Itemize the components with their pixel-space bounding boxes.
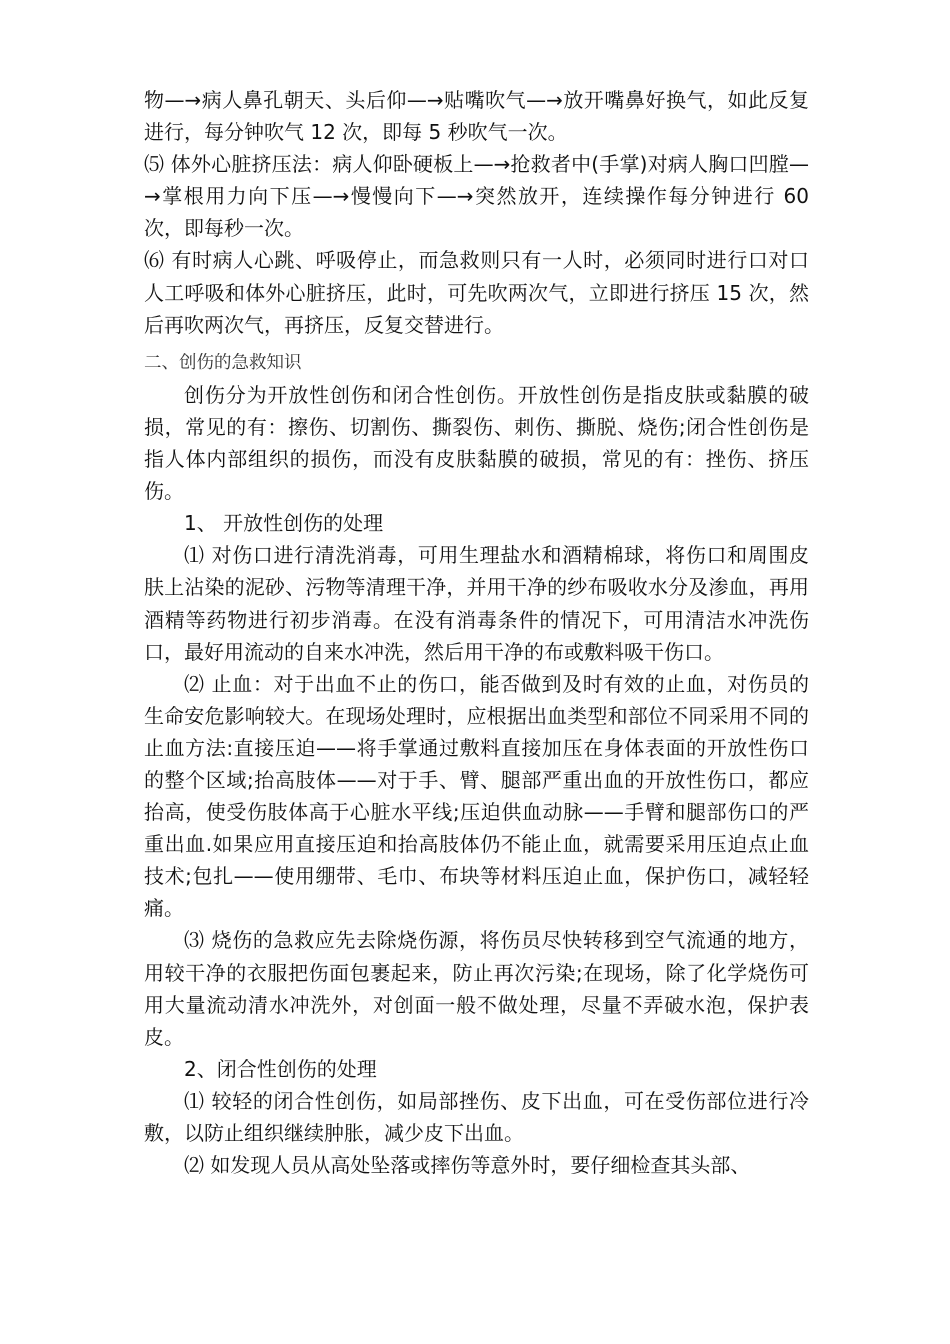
paragraph-closed-minor: ⑴ 较轻的闭合性创伤，如局部挫伤、皮下出血，可在受伤部位进行冷敷，以防止组织继续肿胀，减少皮下出血。: [144, 1088, 809, 1145]
paragraph-trauma-intro: 创伤分为开放性创伤和闭合性创伤。开放性创伤是指皮肤或黏膜的破损，常见的有：擦伤、切割伤、撕裂伤、刺伤、撕脱、烧伤;闭合性创伤是指人体内部组织的损伤，而没有皮肤黏膜的破损，常见的有：挫伤、挤压伤。: [144, 382, 809, 504]
paragraph-hemostasis: ⑵ 止血：对于出血不止的伤口，能否做到及时有效的止血，对伤员的生命安危影响较大。在现场处理时，应根据出血类型和部位不同采用不同的止血方法:直接压迫——将手掌通过敷料直接加压在身体表面的开放性伤口的整个区域;抬高肢体——对于手、臂、腿部严重出血的开放性伤口，都应抬高，使受伤肢体高于心脏水平线;压迫供血动脉——手臂和腿部伤口的严重出血.如果应用直接压迫和抬高肢体仍不能止血，就需要采用压迫点止血技术;包扎——使用绷带、毛巾、布块等材料压迫止血，保护伤口，减轻轻痛。: [144, 671, 809, 921]
paragraph-burns: ⑶ 烧伤的急救应先去除烧伤源，将伤员尽快转移到空气流通的地方，用较干净的衣服把伤面包裹起来，防止再次污染;在现场，除了化学烧伤可用大量流动清水冲洗外，对创面一般不做处理，尽量不弄破水泡，保护表皮。: [144, 928, 809, 1049]
subheading-closed-wound: 2、闭合性创伤的处理: [184, 1056, 377, 1081]
paragraph-single-rescuer: ⑹ 有时病人心跳、呼吸停止，而急救则只有一人时，必须同时进行口对口人工呼吸和体外心脏挤压，此时，可先吹两次气，立即进行挤压 15 次，然后再吹两次气，再挤压，反复交替进行。: [144, 248, 809, 337]
paragraph-chest-compression: ⑸ 体外心脏挤压法：病人仰卧硬板上—→抢救者中(手掌)对病人胸口凹膛—→掌根用力向下压—→慢慢向下—→突然放开，连续操作每分钟进行 60 次，即每秒一次。: [144, 152, 809, 241]
paragraph-wound-cleaning: ⑴ 对伤口进行清洗消毒，可用生理盐水和酒精棉球，将伤口和周围皮肤上沾染的泥砂、污物等清理干净，并用干净的纱布吸收水分及渗血，再用酒精等药物进行初步消毒。在没有消毒条件的情况下，可用清洁水冲洗伤口，最好用流动的自来水冲洗，然后用干净的布或敷料吸干伤口。: [144, 543, 809, 664]
document-page: [144, 84, 809, 1181]
paragraph-fall-injury: ⑵ 如发现人员从高处坠落或摔伤等意外时，要仔细检查其头部、: [184, 1153, 751, 1178]
subheading-open-wound: 1、 开放性创伤的处理: [184, 511, 384, 536]
paragraph-rescue-breathing-cont: 物—→病人鼻孔朝天、头后仰—→贴嘴吹气—→放开嘴鼻好换气，如此反复进行，每分钟吹气 12 次，即每 5 秒吹气一次。: [144, 88, 809, 145]
section-heading: 二、创伤的急救知识: [144, 352, 302, 373]
